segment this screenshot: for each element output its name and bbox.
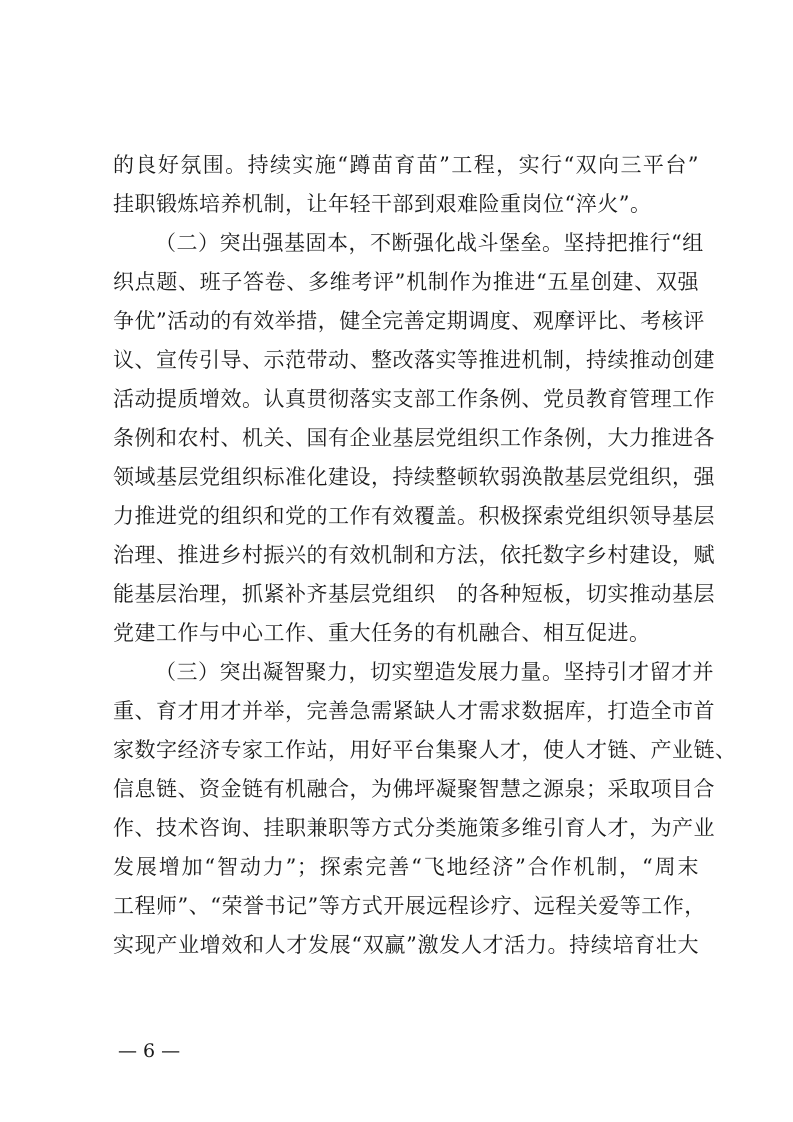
text-line: 议、宣传引导、示范带动、整改落实等推进机制，持续推动创建 (113, 348, 715, 372)
text-line: 作、技术咨询、挂职兼职等方式分类施策多维引育人才，为产业 (113, 816, 715, 840)
text-line: 织点题、班子答卷、多维考评”机制作为推进“五星创建、双强 (113, 270, 699, 294)
text-line: 重、育才用才并举，完善急需紧缺人才需求数据库，打造全市首 (113, 699, 715, 723)
text-line: 工程师”、“荣誉书记”等方式开展远程诊疗、远程关爱等工作， (113, 894, 706, 918)
page-number: — 6 — (118, 1040, 181, 1062)
text-line: 的良好氛围。持续实施“蹲苗育苗”工程，实行“双向三平台” (113, 153, 699, 177)
text-line: 党建工作与中心工作、重大任务的有机融合、相互促进。 (113, 621, 651, 645)
text-line: 家数字经济专家工作站，用好平台集聚人才，使人才链、产业链、 (113, 738, 737, 762)
text-line: 挂职锻炼培养机制，让年轻干部到艰难险重岗位“淬火”。 (113, 192, 652, 216)
text-line: 力推进党的组织和党的工作有效覆盖。积极探索党组织领导基层 (113, 504, 715, 528)
text-line: 争优”活动的有效举措，健全完善定期调度、观摩评比、考核评 (113, 309, 705, 333)
section-heading-line: （三）突出凝智聚力，切实塑造发展力量。坚持引才留才并 (155, 660, 714, 684)
section-heading-line: （二）突出强基固本，不断强化战斗堡垒。坚持把推行“组 (155, 231, 704, 255)
text-line: 能基层治理，抓紧补齐基层党组织 的各种短板，切实推动基层 (113, 582, 715, 606)
text-line: 实现产业增效和人才发展“双赢”激发人才活力。持续培育壮大 (113, 933, 699, 957)
text-line: 活动提质增效。认真贯彻落实支部工作条例、党员教育管理工作 (113, 387, 715, 411)
text-line: 领域基层党组织标准化建设，持续整顿软弱涣散基层党组织，强 (113, 465, 715, 489)
text-line: 治理、推进乡村振兴的有效机制和方法，依托数字乡村建设，赋 (113, 543, 715, 567)
text-line: 信息链、资金链有机融合，为佛坪凝聚智慧之源泉；采取项目合 (113, 777, 715, 801)
body-text (113, 146, 737, 965)
text-line: 条例和农村、机关、国有企业基层党组织工作条例，大力推进各 (113, 426, 715, 450)
text-line: 发展增加“智动力”；探索完善“飞地经济”合作机制，“周末 (113, 855, 699, 879)
